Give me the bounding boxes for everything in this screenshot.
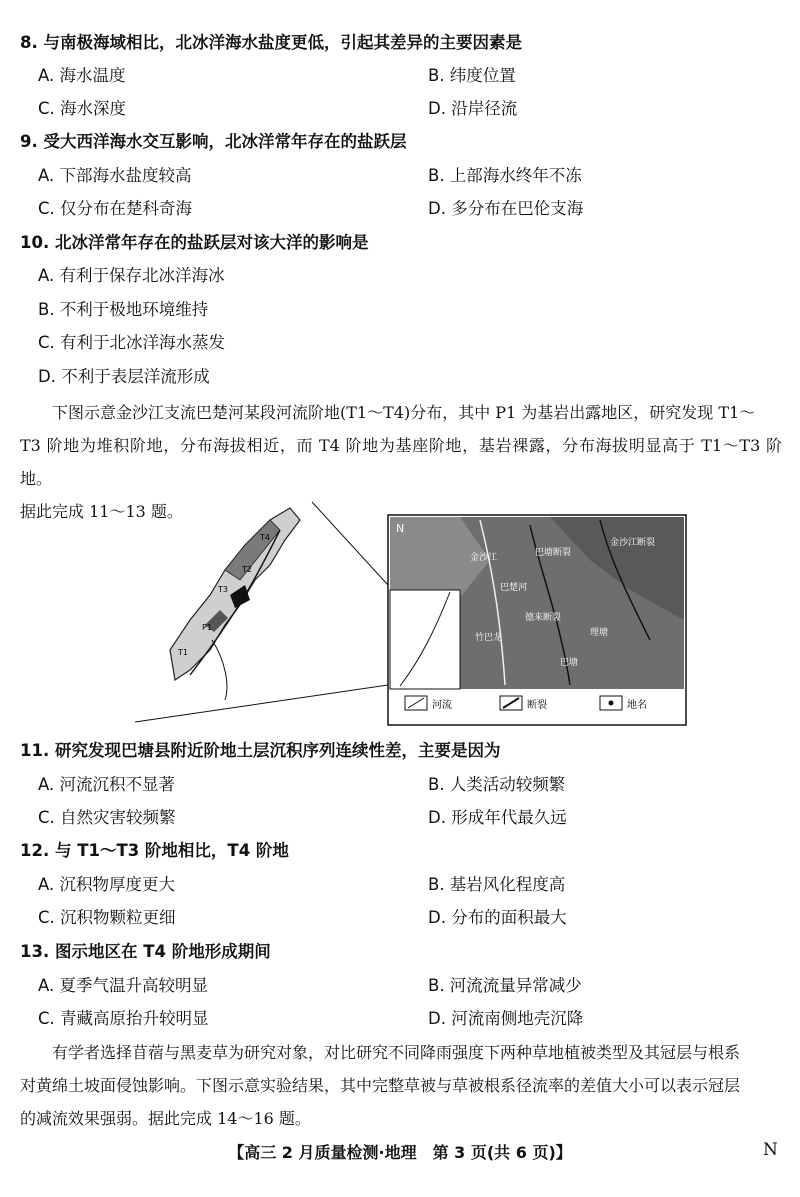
connector-bottom: [135, 685, 388, 722]
map-label-batang: 巴塘: [560, 658, 579, 668]
q9-option-c: C. 仅分布在楚科奇海: [38, 199, 193, 218]
q10-option-b: B. 不利于极地环境维持: [38, 300, 209, 319]
map-label-jinsha: 金沙江: [470, 553, 498, 563]
q11-option-d: D. 形成年代最久远: [428, 808, 567, 827]
question-13-stem: 13. 图示地区在 T4 阶地形成期间: [20, 942, 271, 961]
question-8-stem: 8. 与南极海域相比，北冰洋海水盐度更低，引起其差异的主要因素是: [20, 33, 522, 52]
map-label-fault-c: 金沙江断裂: [610, 538, 656, 548]
map-label-fault-a: 德来断裂: [525, 613, 562, 623]
map-label-bachu: 巴楚河: [500, 583, 528, 593]
q12-option-c: C. 沉积物颗粒更细: [38, 908, 176, 927]
passage-terraces-line-1: 下图示意金沙江支流巴楚河某段河流阶地(T1～T4)分布，其中 P1 为基岩出露地区，研究发现 T1～: [52, 403, 756, 422]
q11-option-a: A. 河流沉积不显著: [38, 775, 175, 794]
label-t2: T2: [242, 565, 252, 574]
legend-fault-label: 断裂: [527, 700, 547, 711]
q11-option-b: B. 人类活动较频繁: [428, 775, 566, 794]
map-label-batang-fault: 巴塘断裂: [535, 548, 572, 558]
q13-option-d: D. 河流南侧地壳沉降: [428, 1009, 584, 1028]
q9-option-b: B. 上部海水终年不冻: [428, 166, 582, 185]
q13-option-a: A. 夏季气温升高较明显: [38, 976, 208, 995]
map-label-litang: 理塘: [590, 628, 609, 638]
question-11-stem: 11. 研究发现巴塘县附近阶地土层沉积序列连续性差，主要是因为: [20, 741, 501, 760]
q12-option-b: B. 基岩风化程度高: [428, 875, 566, 894]
q10-option-a: A. 有利于保存北冰洋海冰: [38, 266, 225, 285]
question-9-stem: 9. 受大西洋海水交互影响，北冰洋常年存在的盐跃层: [20, 132, 407, 151]
q12-option-a: A. 沉积物厚度更大: [38, 875, 175, 894]
passage-terraces-line-2: T3 阶地为堆积阶地，分布海拔相近，而 T4 阶地为基座阶地，基岩裸露，分布海拔明显高于 T1～T3 阶地。: [20, 436, 782, 488]
q13-option-c: C. 青藏高原抬升较明显: [38, 1009, 209, 1028]
relief-map: [388, 515, 686, 725]
terrace-figure: [130, 500, 690, 730]
label-t1: T1: [178, 648, 188, 657]
q8-option-c: C. 海水深度: [38, 99, 127, 118]
q9-option-a: A. 下部海水盐度较高: [38, 166, 192, 185]
q8-option-d: D. 沿岸径流: [428, 99, 518, 118]
legend-river-label: 河流: [432, 700, 452, 711]
terrace-sketch: [170, 508, 300, 700]
q12-option-d: D. 分布的面积最大: [428, 908, 567, 927]
north-arrow-label: N: [396, 522, 405, 535]
passage-terraces-line-3: 据此完成 11～13 题。: [20, 502, 183, 521]
passage-grassland-line-2: 对黄绵土坡面侵蚀影响。下图示意实验结果，其中完整草被与草被根系径流率的差值大小可以表示冠层: [20, 1076, 741, 1095]
q11-option-c: C. 自然灾害较频繁: [38, 808, 176, 827]
q13-option-b: B. 河流流量异常减少: [428, 976, 582, 995]
passage-grassland: [20, 1036, 782, 1135]
page-footer: 【高三 2 月质量检测·地理 第 3 页(共 6 页)】: [228, 1143, 572, 1162]
label-t4: T4: [260, 533, 270, 542]
passage-grassland-line-3: 的减流效果强弱。据此完成 14～16 题。: [20, 1109, 311, 1128]
map-label-zhubalong: 竹巴龙: [475, 633, 503, 643]
legend-place-label: 地名: [627, 700, 647, 711]
q8-option-b: B. 纬度位置: [428, 66, 516, 85]
q10-option-c: C. 有利于北冰洋海水蒸发: [38, 333, 226, 352]
legend-place-dot: [609, 701, 614, 706]
inset-locator-box: [390, 590, 460, 689]
label-p1: P1: [202, 623, 212, 632]
question-10-stem: 10. 北冰洋常年存在的盐跃层对该大洋的影响是: [20, 233, 369, 252]
question-12-stem: 12. 与 T1～T3 阶地相比，T4 阶地: [20, 841, 289, 860]
q9-option-d: D. 多分布在巴伦支海: [428, 199, 584, 218]
q8-option-a: A. 海水温度: [38, 66, 126, 85]
passage-grassland-line-1: 有学者选择苜蓿与黑麦草为研究对象，对比研究不同降雨强度下两种草地植被类型及其冠层与根系: [52, 1043, 741, 1062]
tributary-line: [212, 640, 227, 700]
connector-top: [312, 502, 388, 585]
q10-option-d: D. 不利于表层洋流形成: [38, 367, 210, 386]
footer-letter: N: [763, 1140, 778, 1160]
label-t3: T3: [218, 585, 228, 594]
